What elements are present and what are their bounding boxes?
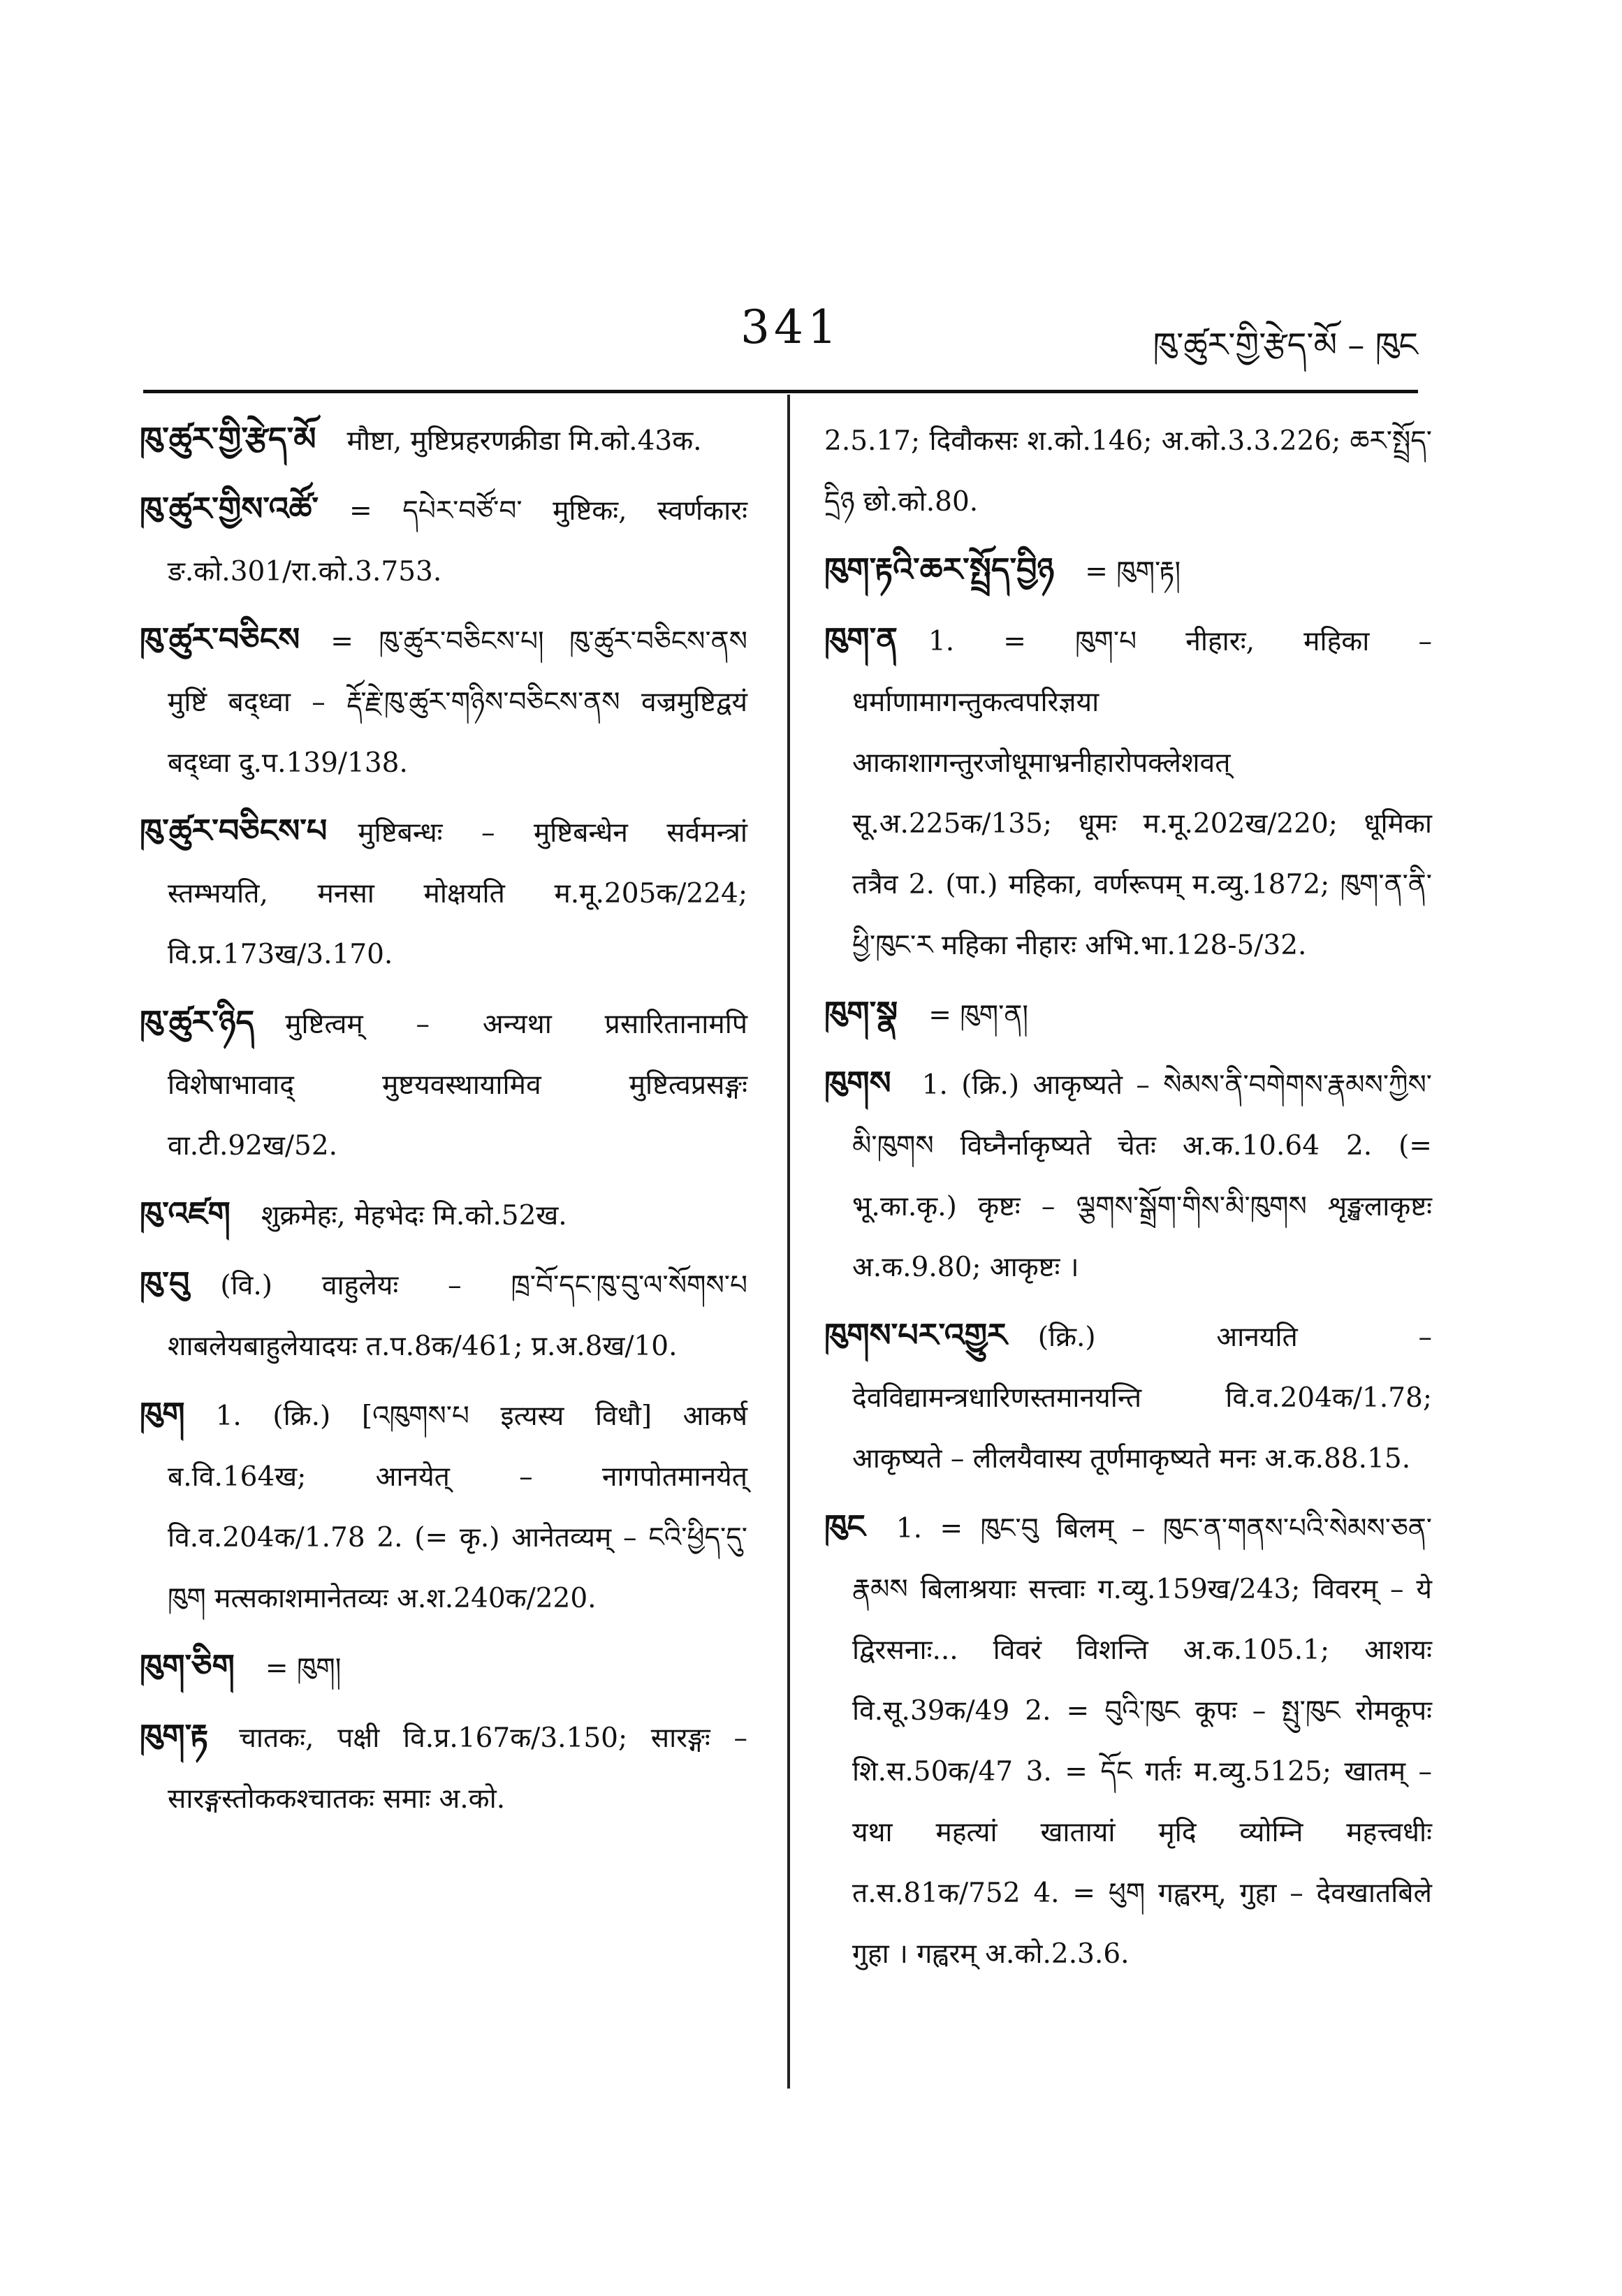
running-head: ཁུ་ཚུར་གྱི་རྩེད་མོ – ཁུང <box>1153 326 1418 365</box>
entry-headword: ཁུག་རྟའི་ཆར་སྤྲོད་བྱིཉ <box>824 550 1055 588</box>
dictionary-entry <box>140 478 747 602</box>
header-rule <box>143 390 1418 393</box>
entry-headword: ཁུ་ཚུར་བཅིངས་པ <box>140 812 328 849</box>
dictionary-entry <box>824 539 1432 602</box>
dictionary-entry <box>140 1183 747 1246</box>
dictionary-entry <box>824 983 1432 1046</box>
entry-body: 1. (क्रि.) [འཁུགས་པ इत्यस्य विधौ] आकर्ष ब.वि.164ख; आनयेत् – नागपोतमानयेत् वि.व.204क/1.78 2. (= कृ.) आनेतव्यम् – ངའི་ཕྱིད་དུ་ཁུག मत्सकाशमानेतव्यः अ.श.240क/220. <box>168 1401 747 1614</box>
entry-headword: ཁུག་ན <box>824 620 898 658</box>
page-number: 341 <box>740 300 841 354</box>
dictionary-entry <box>824 609 1432 976</box>
entry-body: शुक्रमेहः, मेहभेदः मि.को.52ख. <box>261 1200 567 1231</box>
entry-headword: ཁུ་ཚུར་བཅིངས <box>140 620 300 658</box>
column-divider <box>787 395 790 2089</box>
entry-headword: ཁུང <box>824 1507 865 1545</box>
dictionary-entry <box>140 1636 747 1699</box>
entry-headword: ཁུག་སྣ <box>824 994 898 1032</box>
dictionary-entry <box>140 1706 747 1829</box>
entry-headword: ཁུག་རྟ <box>140 1717 209 1755</box>
entry-headword: ཁུག <box>140 1395 185 1433</box>
entry-body: = ཁུག་རྟ། <box>1085 556 1181 587</box>
left-column <box>140 409 747 1836</box>
dictionary-entry <box>824 1305 1432 1489</box>
dictionary-entry <box>140 1384 747 1629</box>
entry-body: 1. = ཁུག་པ नीहारः, महिका – धर्माणामागन्तुकत्वपरिज्ञया आकाशागन्तुरजोधूमाभ्रनीहारोपक्लेशवत् सू.अ.225क/135; धूमः म.मू.202ख/220; धूमिका तत्रैव 2. (पा.) महिका, वर्णरूपम् म.व्यु.1872; ཁུག་ན་ནི་ཕྱི་ཁུང་ར महिका नीहारः अभि.भा.128-5/32. <box>852 626 1432 961</box>
dictionary-entry <box>140 992 747 1176</box>
entry-headword: ཁུགས་པར་འགྱུར <box>824 1316 1007 1354</box>
entry-body: 1. (क्रि.) आकृष्यते – སེམས་ནི་བགེགས་རྣམས་ཀྱིས་མི་ཁུགས विघ्नैर्नाकृष्यते चेतः अ.क.10.64 2. (= भू.का.कृ.) कृष्टः – ལྕགས་སྒྲོག་གིས་མི་ཁུགས शृङ्खलाकृष्टः अ.क.9.80; आकृष्टः । <box>852 1069 1432 1283</box>
entry-body: (क्रि.) आनयति – देवविद्यामन्त्रधारिणस्तमानयन्ति वि.व.204क/1.78; आकृष्यते – लीलयैवास्य तूर्णमाकृष्यते मनः अ.क.88.15. <box>852 1322 1432 1475</box>
dictionary-entry <box>824 409 1432 532</box>
entry-body: चातकः, पक्षी वि.प्र.167क/3.150; सारङ्गः – सारङ्गस्तोककश्चातकः समाः अ.को. <box>168 1723 747 1815</box>
entry-body: मुष्टित्वम् – अन्यथा प्रसारितानामपि विशेषाभावाद् मुष्टयवस्थायामिव मुष्टित्वप्रसङ्गः वा.टी.92ख/52. <box>168 1009 747 1162</box>
entry-body: = ཁུག། <box>265 1653 342 1684</box>
dictionary-entry <box>824 1053 1432 1298</box>
entry-headword: ཁུ་ཚུར་ཉིད <box>140 1003 255 1041</box>
dictionary-entry <box>824 1496 1432 1984</box>
entry-headword: ཁུ་འཛག <box>140 1194 231 1232</box>
entry-headword: ཁུགས <box>824 1064 891 1102</box>
entry-headword: ཁུག་ཅིག <box>140 1647 235 1685</box>
entry-body: (वि.) वाहुलेयः – ཁྲ་བོ་དང་ཁུ་བུ་ལ་སོགས་པ शाबलेयबाहुलेयादयः त.प.8क/461; प्र.अ.8ख/10. <box>168 1270 747 1362</box>
entry-headword: ཁུ་ཚུར་གྱི་རྩེད་མོ <box>140 420 316 458</box>
entry-headword: ཁུ་ཚུར་གྱིས་འཚོ་ <box>140 490 319 527</box>
entry-body: = ཁུ་ཚུར་བཅིངས་པ། ཁུ་ཚུར་བཅིངས་ནས मुष्टिं बद्ध्वा – རྡོ་རྗེ་ཁུ་ཚུར་གཉིས་བཅིངས་ནས वज्रमुष्टिद्वयं बद्ध्वा दु.प.139/138. <box>168 626 747 779</box>
entry-body: = དཔེར་བཙོ་བ་ मुष्टिकः, स्वर्णकारः ङ.को.301/रा.को.3.753. <box>168 495 747 587</box>
dictionary-entry <box>140 409 747 471</box>
entry-body: मौष्टा, मुष्टिप्रहरणक्रीडा मि.को.43क. <box>346 425 702 457</box>
dictionary-entry <box>140 1253 747 1377</box>
page-header <box>143 279 1418 391</box>
right-column <box>824 409 1432 1991</box>
entry-body: मुष्टिबन्धः – मुष्टिबन्धेन सर्वमन्त्रां स्तम्भयति, मनसा मोक्षयति म.मू.205क/224; वि.प्र.173ख/3.170. <box>168 817 747 970</box>
entry-body: 1. = ཁུང་བུ बिलम् – ཁུང་ན་གནས་པའི་སེམས་ཅན་རྣམས बिलाश्रयाः सत्त्वाः ग.व्यु.159ख/243; विवरम् – ये द्विरसनाः... विवरं विशन्ति अ.क.105.1; आशयः वि.सू.39क/49 2. = བུའི་ཁུང कूपः – སྤུ་ཁུང रोमकूपः शि.स.50क/47 3. = དོང गर्तः म.व्यु.5125; खातम् – यथा महत्यां खातायां मृदि व्योम्नि महत्त्वधीः त.स.81क/752 4. = ཕུག गह्वरम्, गुहा – देवखातबिले गुहा । गह्वरम् अ.को.2.3.6. <box>852 1513 1432 1970</box>
entry-body: = ཁུག་ན། <box>928 1000 1028 1031</box>
entry-headword: ཁུ་བུ <box>140 1264 190 1302</box>
entry-body: 2.5.17; दिवौकसः श.को.146; अ.को.3.3.226; ཆར་སྤྲོད་དྲིཉ छो.को.80. <box>824 425 1432 518</box>
dictionary-entry <box>140 609 747 794</box>
dictionary-entry <box>140 800 747 985</box>
